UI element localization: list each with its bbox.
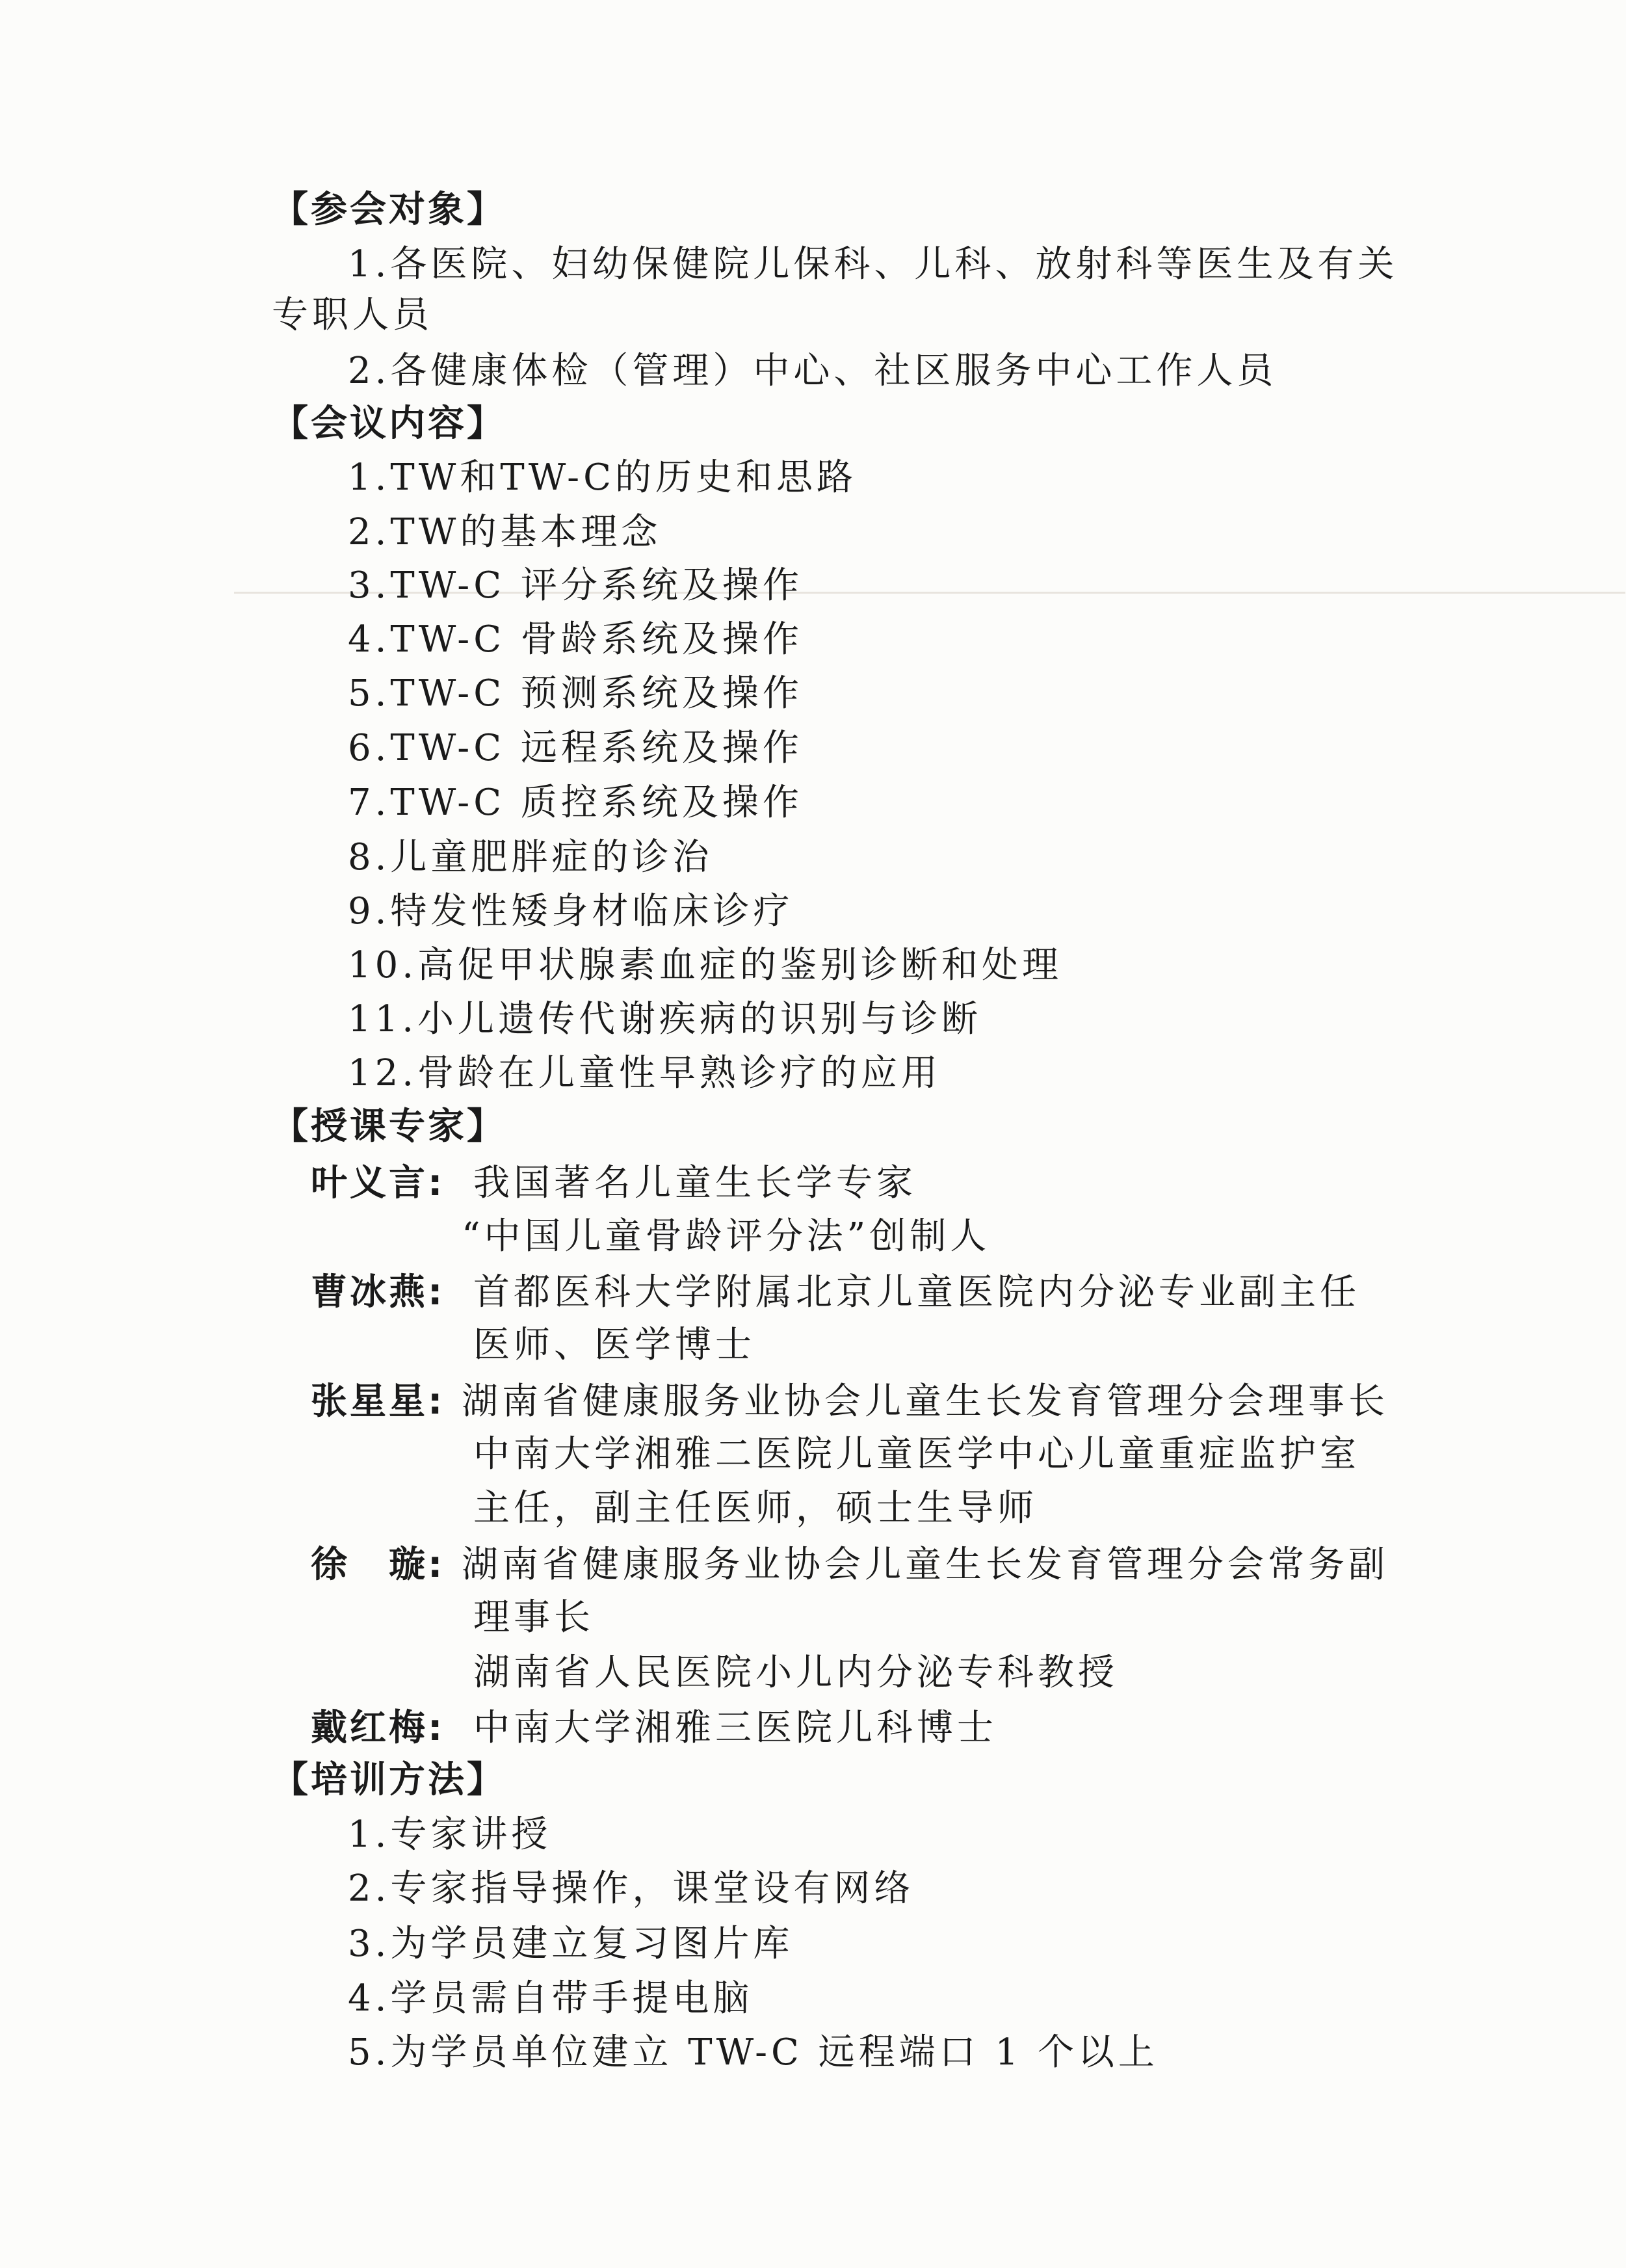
content-item: 9.特发性矮身材临床诊疗 bbox=[348, 890, 794, 932]
content-item: 3.TW-C 评分系统及操作 bbox=[348, 564, 803, 607]
audience-item-1-cont: 专职人员 bbox=[272, 294, 433, 336]
content-item: 5.TW-C 预测系统及操作 bbox=[348, 672, 803, 715]
training-item: 3.为学员建立复习图片库 bbox=[348, 1923, 794, 1965]
section-heading-audience: 【参会对象】 bbox=[272, 189, 506, 231]
section-heading-training: 【培训方法】 bbox=[272, 1759, 506, 1801]
expert-description: 主任，副主任医师，硕士生导师 bbox=[473, 1487, 1038, 1529]
expert-name: 戴红梅: bbox=[311, 1707, 445, 1749]
content-item: 11.小儿遗传代谢疾病的识别与诊断 bbox=[348, 998, 982, 1040]
training-item: 4.学员需自带手提电脑 bbox=[348, 1977, 754, 2020]
expert-description: “中国儿童骨龄评分法”创制人 bbox=[462, 1215, 991, 1258]
content-item: 7.TW-C 质控系统及操作 bbox=[348, 782, 803, 824]
audience-item-1: 1.各医院、妇幼保健院儿保科、儿科、放射科等医生及有关 bbox=[348, 243, 1398, 285]
content-item: 8.儿童肥胖症的诊治 bbox=[348, 836, 713, 878]
training-item: 5.为学员单位建立 TW-C 远程端口 1 个以上 bbox=[348, 2031, 1159, 2074]
expert-description: 湖南省人民医院小儿内分泌专科教授 bbox=[473, 1652, 1118, 1694]
expert-description: 我国著名儿童生长学专家 bbox=[473, 1162, 917, 1204]
content-item: 2.TW的基本理念 bbox=[348, 511, 662, 553]
expert-name: 叶义言: bbox=[311, 1162, 445, 1204]
content-item: 10.高促甲状腺素血症的鉴别诊断和处理 bbox=[348, 944, 1063, 986]
expert-description: 湖南省健康服务业协会儿童生长发育管理分会理事长 bbox=[462, 1380, 1389, 1423]
section-heading-content: 【会议内容】 bbox=[272, 402, 506, 445]
audience-item-2: 2.各健康体检（管理）中心、社区服务中心工作人员 bbox=[348, 350, 1278, 392]
section-heading-experts: 【授课专家】 bbox=[272, 1105, 506, 1148]
expert-description: 湖南省健康服务业协会儿童生长发育管理分会常务副 bbox=[462, 1544, 1389, 1586]
expert-name: 张星星: bbox=[311, 1380, 445, 1423]
content-item: 12.骨龄在儿童性早熟诊疗的应用 bbox=[348, 1052, 942, 1094]
expert-name: 曹冰燕: bbox=[311, 1271, 445, 1313]
expert-description: 中南大学湘雅二医院儿童医学中心儿童重症监护室 bbox=[473, 1433, 1360, 1475]
expert-description: 中南大学湘雅三医院儿科博士 bbox=[473, 1707, 997, 1749]
training-item: 1.专家讲授 bbox=[348, 1813, 552, 1856]
training-item: 2.专家指导操作，课堂设有网络 bbox=[348, 1867, 915, 1910]
content-item: 4.TW-C 骨龄系统及操作 bbox=[348, 618, 803, 661]
content-item: 1.TW和TW-C的历史和思路 bbox=[348, 456, 857, 499]
expert-description: 理事长 bbox=[473, 1596, 594, 1639]
content-item: 6.TW-C 远程系统及操作 bbox=[348, 727, 803, 769]
expert-description: 医师、医学博士 bbox=[473, 1324, 755, 1366]
expert-name: 徐 璇: bbox=[311, 1544, 445, 1586]
expert-description: 首都医科大学附属北京儿童医院内分泌专业副主任 bbox=[473, 1271, 1360, 1313]
